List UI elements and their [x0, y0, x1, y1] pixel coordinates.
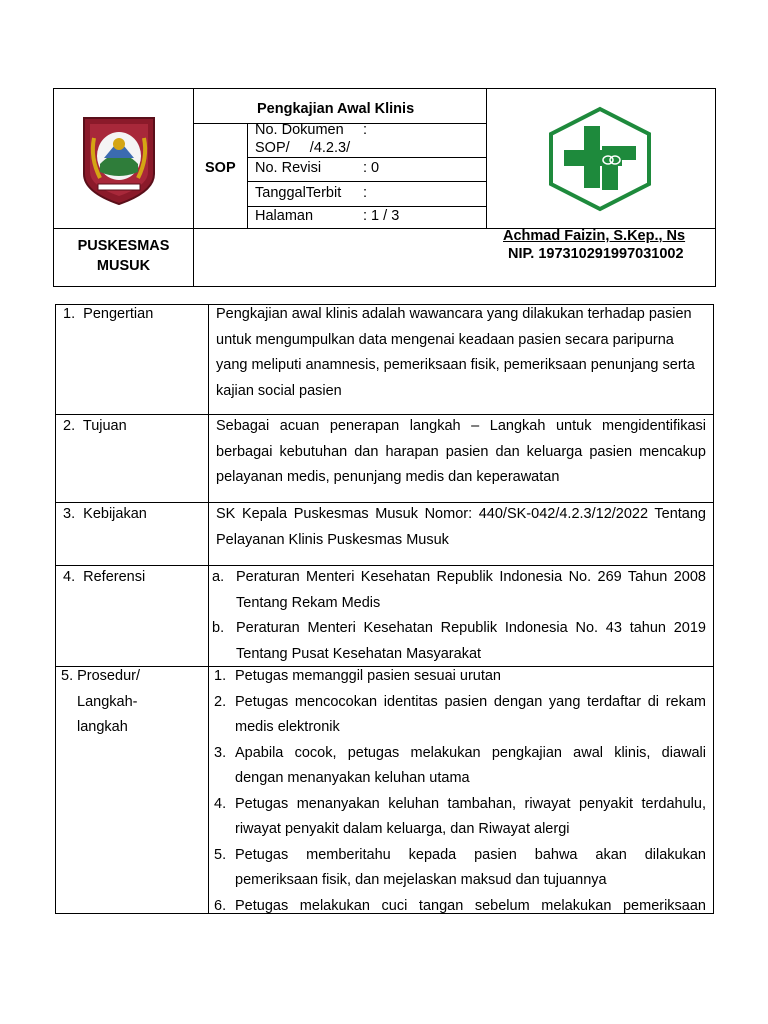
- doc-no-separator: :: [363, 122, 368, 138]
- document-title: Pengkajian Awal Klinis: [257, 101, 415, 117]
- section-label: 4. Referensi: [63, 569, 146, 585]
- list-marker: 6.: [214, 897, 227, 913]
- section-prosedur: [55, 664, 714, 913]
- list-item: [212, 565, 706, 616]
- list-item: [212, 616, 706, 667]
- date-label: TanggalTerbit: [255, 185, 342, 201]
- section-label: 1. Pengertian: [63, 306, 154, 322]
- list-marker: 4.: [214, 795, 227, 812]
- list-item: [214, 792, 706, 843]
- regency-emblem-icon: [80, 114, 158, 206]
- section-text: SK Kepala Puskesmas Musuk Nomor: 440/SK-042/4.2.3/12/2022 Tentang Pelayanan Klinis Puskesmas Musuk: [216, 506, 706, 548]
- section-label-line: 5. Prosedur/: [61, 668, 140, 684]
- section-referensi: [55, 565, 714, 666]
- section-label: [61, 664, 201, 741]
- section-label: 3. Kebijakan: [63, 506, 147, 522]
- list-item: [214, 843, 706, 894]
- section-pengertian: [55, 302, 714, 412]
- list-marker: b.: [212, 620, 225, 636]
- puskesmas-logo-icon: [546, 106, 654, 212]
- list-text: Petugas memberitahu kepada pasien bahwa akan dilakukan pemeriksaan fisik, dan mejelaskan maksud dan tujuannya: [235, 846, 706, 888]
- organization-line-1: PUSKESMAS: [77, 238, 170, 254]
- list-text: Petugas menanyakan keluhan tambahan, riwayat penyakit terdahulu, riwayat penyakit dalam keluarga, dan Riwayat alergi: [235, 795, 706, 837]
- page-label: Halaman: [255, 208, 314, 224]
- section-label-line: langkah: [77, 719, 128, 735]
- list-item: [214, 664, 706, 690]
- list-marker: 2.: [214, 693, 227, 710]
- revision-label: No. Revisi: [255, 160, 322, 176]
- page-value: : 1 / 3: [363, 208, 400, 224]
- list-marker: 3.: [214, 744, 227, 761]
- list-marker: 5.: [214, 846, 227, 863]
- list-marker: 1.: [214, 668, 227, 684]
- reference-list: [212, 565, 706, 667]
- list-item: [214, 690, 706, 741]
- list-text: Petugas memanggil pasien sesuai urutan: [235, 668, 501, 684]
- sop-label: SOP: [205, 160, 236, 176]
- doc-no-value: SOP/ /4.2.3/: [255, 140, 351, 156]
- signer-nip: NIP. 197310291997031002: [508, 246, 684, 262]
- section-tujuan: [55, 414, 714, 502]
- organization-line-2: MUSUK: [96, 258, 151, 274]
- list-text: Petugas mencocokan identitas pasien dengan yang terdaftar di rekam medis elektronik: [235, 693, 706, 735]
- section-label: 2. Tujuan: [63, 418, 127, 434]
- revision-value: : 0: [363, 160, 380, 176]
- section-text: Pengkajian awal klinis adalah wawancara yang dilakukan terhadap pasien untuk mengumpulkan data mengenai keadaan pasien secara paripurna yang meliputi anamnesis, pemeriksaan fisik, pemeriksaan penunjang serta kajian social pasien: [216, 306, 695, 399]
- signer-name: Achmad Faizin, S.Kep., Ns: [503, 228, 686, 244]
- date-value: :: [363, 185, 368, 201]
- doc-no-label: No. Dokumen: [255, 122, 344, 138]
- list-text: Peraturan Menteri Kesehatan Republik Indonesia No. 43 tahun 2019 Tentang Pusat Kesehatan Masyarakat: [236, 620, 706, 662]
- list-item: [214, 894, 706, 914]
- list-item: [214, 741, 706, 792]
- list-text: Petugas melakukan cuci tangan sebelum melakukan pemeriksaan: [235, 897, 706, 913]
- procedure-list: [214, 664, 706, 913]
- section-label-line: Langkah-: [77, 693, 138, 710]
- organization-name: [54, 236, 193, 276]
- section-text: Sebagai acuan penerapan langkah – Langkah untuk mengidentifikasi berbagai kebutuhan dan harapan pasien dan keluarga pasien mencakup pelayanan medis, penunjang medis dan keperawatan: [216, 418, 706, 485]
- list-text: Apabila cocok, petugas melakukan pengkajian awal klinis, diawali dengan menanyakan keluhan utama: [235, 744, 706, 786]
- list-marker: a.: [212, 569, 225, 585]
- section-kebijakan: [55, 502, 714, 565]
- list-text: Peraturan Menteri Kesehatan Republik Indonesia No. 269 Tahun 2008 Tentang Rekam Medis: [236, 569, 706, 611]
